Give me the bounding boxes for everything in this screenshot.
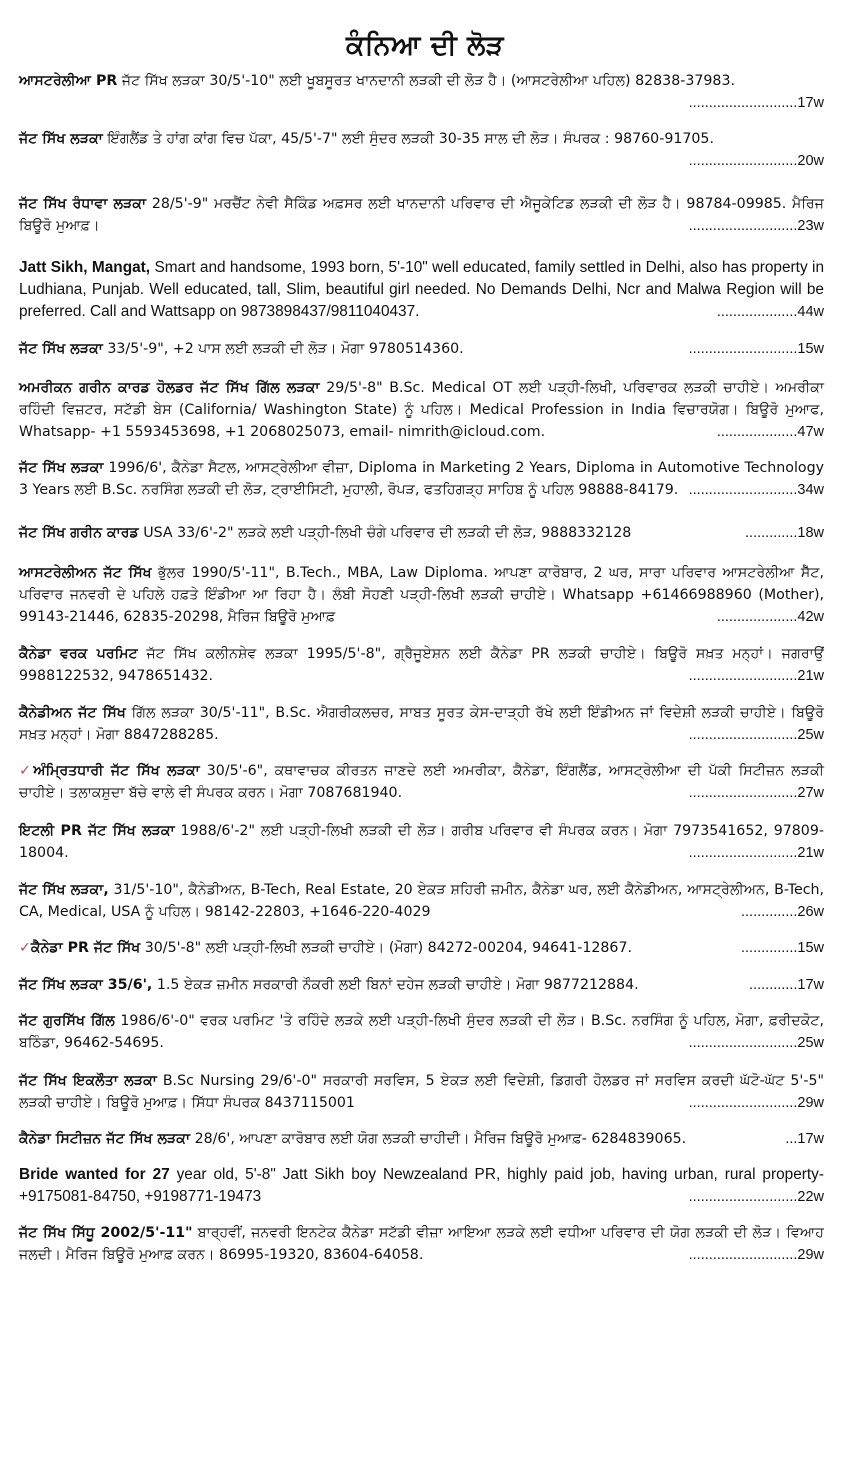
ad-text: 1.5 ਏਕੜ ਜ਼ਮੀਨ ਸਰਕਾਰੀ ਨੌਕਰੀ ਲਈ ਬਿਨਾਂ ਦਹੇਜ ਲੜਕੀ ਚਾਹੀਏ। ਮੋਗਾ 9877212884.: [156, 977, 639, 993]
ad-word-count: ....................47w: [716, 424, 824, 440]
classified-ad: [19, 1128, 824, 1150]
classified-ad: [19, 702, 824, 746]
ad-text: 33/5'-9", +2 ਪਾਸ ਲਈ ਲੜਕੀ ਦੀ ਲੋੜ। ਮੋਗਾ 9780514360.: [107, 341, 464, 357]
ad-word-count: ...........................23w: [688, 218, 824, 234]
ad-word-count: ....................42w: [716, 609, 824, 625]
ad-word-count: ...........................25w: [688, 1035, 824, 1051]
ad-heading: ਜੱਟ ਸਿੱਖ ਸਿੱਧੂ 2002/5'-11": [19, 1225, 193, 1241]
ad-heading: ਇਟਲੀ PR ਜੱਟ ਸਿੱਖ ਲੜਕਾ: [19, 823, 175, 839]
ad-text: ਜੱਟ ਸਿੱਖ ਲੜਕਾ 30/5'-10" ਲਈ ਖੂਬਸੂਰਤ ਖਾਨਦਾਨੀ ਲੜਕੀ ਦੀ ਲੋੜ ਹੈ। (ਆਸਟਰੇਲੀਆ ਪਹਿਲ) 82838-37983.: [121, 73, 735, 89]
ad-word-count: ...........................29w: [688, 1095, 824, 1111]
ad-word-count: ...17w: [785, 1131, 824, 1147]
ad-heading: ਜੱਟ ਸਿੱਖ ਲੜਕਾ,: [19, 882, 109, 898]
ad-text: 30/5'-8" ਲਈ ਪੜ੍ਹੀ-ਲਿਖੀ ਲੜਕੀ ਚਾਹੀਏ। (ਮੋਗਾ) 84272-00204, 94641-12867.: [144, 940, 632, 956]
ad-word-count: ...........................17w: [688, 95, 824, 111]
ad-word-count: ...........................22w: [688, 1189, 824, 1205]
ad-word-count: ..............26w: [741, 904, 824, 920]
classified-ad: [19, 1070, 824, 1114]
ad-heading: ਕੈਨੇਡੀਅਨ ਜੱਟ ਸਿੱਖ: [19, 705, 126, 721]
ad-text: ਜੱਟ ਸਿੱਖ ਕਲੀਨਸ਼ੇਵ ਲੜਕਾ 1995/5'-8", ਗ੍ਰੈਜੂਏਸ਼ਨ ਲਈ ਕੈਨੇਡਾ PR ਲੜਕੀ ਚਾਹੀਏ। ਬਿਊਰੋ ਸਖ਼ਤ ਮਨ੍ਹਾਂ। ਜਗਰਾਉਂ 9988122532, 9478651432.: [19, 646, 824, 684]
classified-ad: [19, 879, 824, 923]
ad-text: ਬਾਰ੍ਹਵੀਂ, ਜਨਵਰੀ ਇਨਟੇਕ ਕੈਨੇਡਾ ਸਟੱਡੀ ਵੀਜ਼ਾ ਆਇਆ ਲੜਕੇ ਲਈ ਵਧੀਆ ਪਰਿਵਾਰ ਦੀ ਯੋਗ ਲੜਕੀ ਦੀ ਲੋੜ। ਵਿਆਹ ਜਲਦੀ। ਮੈਰਿਜ ਬਿਊਰੋ ਮੁਆਫ਼ ਕਰਨ। 86995-19320, 83604-64058.: [19, 1225, 824, 1263]
ad-text: ਇੰਗਲੈਂਡ ਤੇ ਹਾਂਗ ਕਾਂਗ ਵਿਚ ਪੱਕਾ, 45/5'-7" ਲਈ ਸੁੰਦਰ ਲੜਕੀ 30-35 ਸਾਲ ਦੀ ਲੋੜ। ਸੰਪਰਕ : 98760-91705.: [107, 131, 714, 147]
classified-ad: [19, 257, 824, 323]
classified-ad: [19, 70, 824, 114]
classified-ad: [19, 937, 824, 959]
classified-ad: [19, 1164, 824, 1208]
classified-ad: [19, 377, 824, 443]
ad-text: ਭੁੱਲਰ 1990/5'-11", B.Tech., MBA, Law Diploma. ਆਪਣਾ ਕਾਰੋਬਾਰ, 2 ਘਰ, ਸਾਰਾ ਪਰਿਵਾਰ ਆਸਟਰੇਲੀਆ ਸੈੱਟ, ਪਰਿਵਾਰ ਜਨਵਰੀ ਦੇ ਪਹਿਲੇ ਹਫ਼ਤੇ ਇੰਡੀਆ ਆ ਰਿਹਾ ਹੈ। ਲੰਬੀ ਸੋਹਣੀ ਪੜ੍ਹੀ-ਲਿਖੀ ਲੜਕੀ ਚਾਹੀਏ। Whatsapp +61466988960 (Mother), 99143-21446, 62835-20298, ਮੈਰਿਜ ਬਿਊਰੋ ਮੁਆਫ਼: [19, 565, 824, 625]
ad-heading: ਜੱਟ ਸਿੱਖ ਲੜਕਾ: [19, 131, 103, 147]
ad-word-count: ...........................27w: [688, 785, 824, 801]
ad-text: 1996/6', ਕੈਨੇਡਾ ਸੈਟਲ, ਆਸਟ੍ਰੇਲੀਆ ਵੀਜ਼ਾ, Diploma in Marketing 2 Years, Diploma in Automotive Technology 3 Years ਲਈ B.Sc. ਨਰਸਿੰਗ ਲੜਕੀ ਦੀ ਲੋੜ, ਟ੍ਰਾਈਸਿਟੀ, ਮੁਹਾਲੀ, ਰੋਪੜ, ਫਤਹਿਗੜ੍ਹ ਸਾਹਿਬ ਨੂੰ ਪਹਿਲ 98888-84179.: [19, 460, 824, 498]
checkmark-icon: ✓: [19, 763, 34, 779]
classified-ad: [19, 1222, 824, 1266]
classified-ad: [19, 760, 824, 804]
classified-ad: [19, 128, 824, 172]
ad-heading: Jatt Sikh, Mangat,: [19, 259, 151, 276]
ad-text: USA 33/6'-2" ਲੜਕੇ ਲਈ ਪੜ੍ਹੀ-ਲਿਖੀ ਚੰਗੇ ਪਰਿਵਾਰ ਦੀ ਲੜਕੀ ਦੀ ਲੋੜ, 9888332128: [143, 525, 632, 541]
ad-word-count: ...........................21w: [688, 845, 824, 861]
ad-word-count: ...........................34w: [688, 482, 824, 498]
checkmark-icon: ✓: [19, 940, 31, 956]
ad-word-count: ..............15w: [741, 940, 824, 956]
ad-heading: ਕੈਨੇਡਾ PR ਜੱਟ ਸਿੱਖ: [30, 940, 141, 956]
ad-heading: ਆਸਟਰੇਲੀਆ PR: [19, 73, 118, 89]
ad-heading: ਜੱਟ ਗੁਰਸਿੱਖ ਗਿੱਲ: [19, 1013, 115, 1029]
ad-heading: ਜੱਟ ਸਿੱਖ ਲੜਕਾ: [19, 341, 103, 357]
ad-word-count: ...........................15w: [688, 341, 824, 357]
ad-heading: ਜੱਟ ਸਿੱਖ ਲੜਕਾ: [19, 460, 104, 476]
classified-ad: [19, 193, 824, 237]
ad-heading: Bride wanted for 27: [19, 1166, 170, 1183]
ad-heading: ਕੈਨੇਡਾ ਸਿਟੀਜ਼ਨ ਜੱਟ ਸਿੱਖ ਲੜਕਾ: [19, 1131, 191, 1147]
ad-heading: ਆਸਟਰੇਲੀਅਨ ਜੱਟ ਸਿੱਖ: [19, 565, 152, 581]
ad-text: 28/6', ਆਪਣਾ ਕਾਰੋਬਾਰ ਲਈ ਯੋਗ ਲੜਕੀ ਚਾਹੀਦੀ। ਮੈਰਿਜ ਬਿਊਰੋ ਮੁਆਫ਼- 6284839065.: [194, 1131, 687, 1147]
ad-word-count: ...........................25w: [688, 727, 824, 743]
ad-word-count: ............17w: [749, 977, 824, 993]
ad-heading: ਜੱਟ ਸਿੱਖ ਇਕਲੌਤਾ ਲੜਕਾ: [19, 1073, 157, 1089]
classified-ad: [19, 522, 824, 544]
ad-text: year old, 5'-8" Jatt Sikh boy Newzealand PR, highly paid job, having urban, rural property- +9175081-84750, +9198771-19473: [19, 1166, 824, 1205]
classified-ad: [19, 562, 824, 628]
classified-ad: [19, 974, 824, 996]
classified-ad: [19, 1010, 824, 1054]
page-title: ਕੰਨਿਆ ਦੀ ਲੋੜ: [345, 30, 505, 61]
ad-text: 31/5'-10", ਕੈਨੇਡੀਅਨ, B-Tech, Real Estate, 20 ਏਕੜ ਸ਼ਹਿਰੀ ਜ਼ਮੀਨ, ਕੈਨੇਡਾ ਘਰ, ਲਈ ਕੈਨੇਡੀਅਨ, ਆਸਟ੍ਰੇਲੀਅਨ, B-Tech, CA, Medical, USA ਨੂੰ ਪਹਿਲ। 98142-22803, +1646-220-4029: [19, 882, 824, 920]
classified-ad: [19, 338, 824, 360]
classified-ad: [19, 643, 824, 687]
ad-heading: ਅੰਮ੍ਰਿਤਧਾਰੀ ਜੱਟ ਸਿੱਖ ਲੜਕਾ: [33, 763, 200, 779]
ad-word-count: ....................44w: [716, 304, 824, 320]
ad-text: 1988/6'-2" ਲਈ ਪੜ੍ਹੀ-ਲਿਖੀ ਲੜਕੀ ਦੀ ਲੋੜ। ਗਰੀਬ ਪਰਿਵਾਰ ਵੀ ਸੰਪਰਕ ਕਰਨ। ਮੋਗਾ 7973541652, 97809-18004.: [19, 823, 824, 861]
ad-word-count: ...........................21w: [688, 668, 824, 684]
ad-heading: ਜੱਟ ਸਿੱਖ ਗਰੀਨ ਕਾਰਡ: [19, 525, 139, 541]
ad-word-count: .............18w: [745, 525, 824, 541]
ad-text: B.Sc Nursing 29/6'-0" ਸਰਕਾਰੀ ਸਰਵਿਸ, 5 ਏਕੜ ਲਈ ਵਿਦੇਸ਼ੀ, ਡਿਗਰੀ ਹੋਲਡਰ ਜਾਂ ਸਰਵਿਸ ਕਰਦੀ ਘੱਟੋ-ਘੱਟ 5'-5" ਲੜਕੀ ਚਾਹੀਏ। ਬਿਊਰੋ ਮੁਆਫ਼। ਸਿੱਧਾ ਸੰਪਰਕ 8437115001: [19, 1073, 825, 1111]
ad-heading: ਕੈਨੇਡਾ ਵਰਕ ਪਰਮਿਟ: [19, 646, 138, 662]
ad-heading: ਜੱਟ ਸਿੱਖ ਰੰਧਾਵਾ ਲੜਕਾ: [19, 196, 147, 212]
classified-ad: [19, 820, 824, 864]
ad-heading: ਜੱਟ ਸਿੱਖ ਲੜਕਾ 35/6',: [19, 977, 153, 993]
ad-text: 1986/6'-0" ਵਰਕ ਪਰਮਿਟ 'ਤੇ ਰਹਿੰਦੇ ਲੜਕੇ ਲਈ ਪੜ੍ਹੀ-ਲਿਖੀ ਸੁੰਦਰ ਲੜਕੀ ਦੀ ਲੋੜ। B.Sc. ਨਰਸਿੰਗ ਨੂੰ ਪਹਿਲ, ਮੋਗਾ, ਫ਼ਰੀਦਕੋਟ, ਬਠਿੰਡਾ, 96462-54695.: [19, 1013, 824, 1051]
ad-text: 29/5'-8" B.Sc. Medical OT ਲਈ ਪੜ੍ਹੀ-ਲਿਖੀ, ਪਰਿਵਾਰਕ ਲੜਕੀ ਚਾਹੀਏ। ਅਮਰੀਕਾ ਰਹਿੰਦੀ ਵਿਜ਼ਟਰ, ਸਟੱਡੀ ਬੇਸ (California/ Washington State) ਨੂੰ ਪਹਿਲ। Medical Profession in India ਵਿਚਾਰਯੋਗ। ਬਿਊਰੋ ਮੁਆਫ, Whatsapp- +1 5593453698, +1 2068025073, email- nimrith@icloud.com.: [19, 380, 825, 440]
ad-text: 28/5'-9" ਮਰਚੈਂਟ ਨੇਵੀ ਸੈਕਿੰਡ ਅਫ਼ਸਰ ਲਈ ਖਾਨਦਾਨੀ ਪਰਿਵਾਰ ਦੀ ਐਜੂਕੇਟਿਡ ਲੜਕੀ ਦੀ ਲੋੜ ਹੈ। 98784-09985. ਮੈਰਿਜ ਬਿਊਰੋ ਮੁਆਫ਼।: [19, 196, 824, 234]
classified-listings: [19, 70, 824, 1280]
ad-heading: ਅਮਰੀਕਨ ਗਰੀਨ ਕਾਰਡ ਹੋਲਡਰ ਜੱਟ ਸਿੱਖ ਗਿੱਲ ਲੜਕਾ: [19, 380, 320, 396]
classified-ad: [19, 457, 824, 501]
ad-word-count: ...........................20w: [688, 153, 824, 169]
ad-text: Smart and handsome, 1993 born, 5'-10" well educated, family settled in Delhi, also has property in Ludhiana, Punjab. Well educated, tall, Slim, beautiful girl needed. No Demands Delhi, Ncr and Malwa Region will be preferred. Call and Wattsapp on 9873898437/9811040437.: [19, 259, 825, 320]
ad-text: ਗਿੱਲ ਲੜਕਾ 30/5'-11", B.Sc. ਐਗਰੀਕਲਚਰ, ਸਾਬਤ ਸੂਰਤ ਕੇਸ-ਦਾੜ੍ਹੀ ਰੱਖੇ ਲਈ ਇੰਡੀਅਨ ਜਾਂ ਵਿਦੇਸ਼ੀ ਲੜਕੀ ਚਾਹੀਏ। ਬਿਊਰੋ ਸਖ਼ਤ ਮਨ੍ਹਾਂ। ਮੋਗਾ 8847288285.: [19, 705, 824, 743]
ad-word-count: ...........................29w: [688, 1247, 824, 1263]
ad-text: 30/5'-6", ਕਥਾਵਾਚਕ ਕੀਰਤਨ ਜਾਣਦੇ ਲਈ ਅਮਰੀਕਾ, ਕੈਨੇਡਾ, ਇੰਗਲੈਂਡ, ਆਸਟ੍ਰੇਲੀਆ ਦੀ ਪੱਕੀ ਸਿਟੀਜ਼ਨ ਲੜਕੀ ਚਾਹੀਏ। ਤਲਾਕਸ਼ੁਦਾ ਬੱਚੇ ਵਾਲੇ ਵੀ ਸੰਪਰਕ ਕਰਨ। ਮੋਗਾ 7087681940.: [19, 763, 825, 801]
